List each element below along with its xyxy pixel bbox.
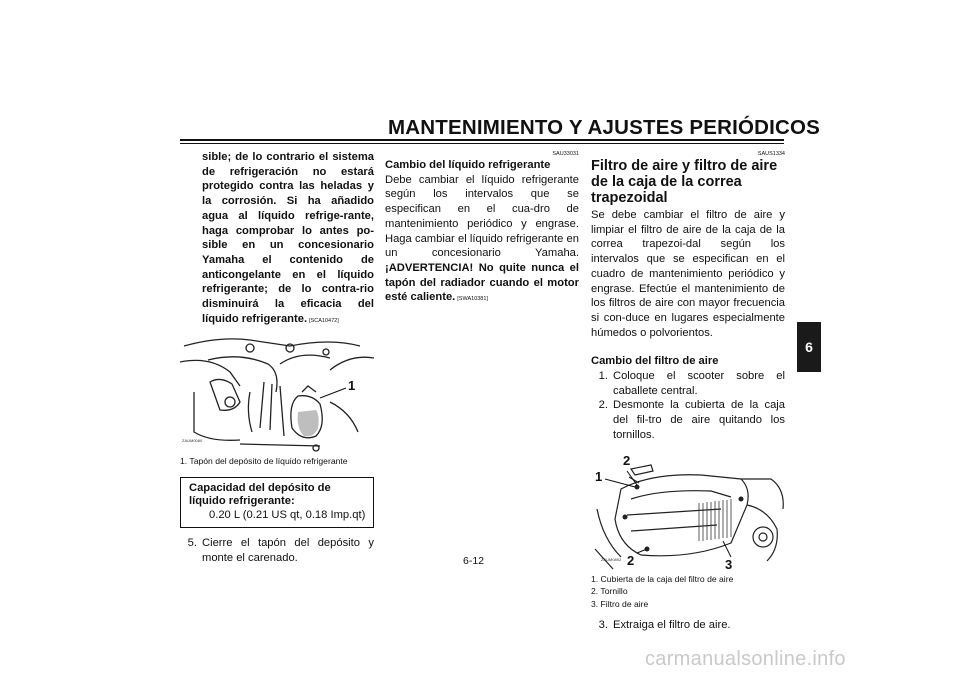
step-text: Cierre el tapón del depósito y monte el carenado.	[202, 537, 374, 565]
step-text: Extraiga el filtro de aire.	[613, 619, 731, 632]
figure-callout: 2	[627, 552, 635, 568]
spec-value: 0.20 L (0.21 US qt, 0.18 Imp.qt)	[209, 508, 366, 521]
warning-lead: ¡ADVERTENCIA!	[385, 261, 474, 274]
subsection-heading: Cambio del filtro de aire	[591, 355, 719, 368]
column-left	[180, 150, 374, 566]
step-number: 3.	[598, 619, 608, 632]
section-code: SAUS1334	[757, 151, 785, 157]
figure-callout: 2	[623, 452, 631, 468]
section-code: SAU33031	[552, 151, 579, 157]
air-filter-illustration	[591, 449, 785, 573]
coolant-reservoir-illustration	[180, 332, 374, 456]
step-item	[591, 369, 785, 398]
figure-callout: 3	[725, 556, 733, 572]
spec-title: Capacidad del depósito de líquido refrigerante:	[189, 481, 331, 508]
step-number: 1.	[598, 370, 608, 383]
figure-caption: 2. Tornillo	[591, 586, 628, 597]
page-header-title: MANTENIMIENTO Y AJUSTES PERIÓDICOS	[388, 116, 821, 139]
coolant-reservoir-figure	[180, 332, 374, 456]
section-body: Debe cambiar el líquido refrigerante según los intervalos que se especifican en el cua-dro de mantenimiento periódico y engrase. Haga cambiar el líquido refrigerante en un concesionario Yamaha. ¡ADVERTENCIA! No quite nunca el tapón del radiador cuando el motor esté caliente. [SWA10381]	[385, 173, 579, 304]
column-middle	[385, 150, 579, 307]
step-number: 5.	[187, 537, 197, 550]
step-item	[591, 398, 785, 442]
step-item	[591, 618, 785, 633]
section-title: Filtro de aire y filtro de aire de la caja de la correa trapezoidal	[591, 158, 778, 206]
watermark: carmanualsonline.info	[645, 648, 846, 670]
figure-callout: 1	[348, 378, 356, 394]
figure-code: ZAUM0892	[601, 556, 622, 562]
warning-code: [SWA10381]	[457, 296, 488, 303]
figure-callout: 1	[595, 468, 603, 484]
header-rule-thin	[180, 143, 784, 144]
warning-body: No quite nunca el tapón del radiador cuando el motor esté caliente.	[385, 261, 579, 304]
chapter-tab: 6	[797, 322, 821, 372]
air-filter-figure	[591, 449, 785, 573]
page-number: 6-12	[463, 555, 485, 567]
step-text: Desmonte la cubierta de la caja del fil-tro de aire quitando los tornillos.	[613, 399, 785, 441]
coolant-capacity-spec-box	[180, 477, 374, 529]
step-number: 2.	[598, 399, 608, 412]
coolant-caution-text: sible; de lo contrario el sistema de refrigeración no estará protegido contra las heladas y la corrosión. Si ha añadido agua al líquido refrige-rante, haga comprobar lo antes po-sible en un concesionario Yamaha el contenido de anticongelante en el líquido refrigerante; de lo contra-rio disminuirá la eficacia del líquido refrigerante. [SCA10472]	[202, 151, 374, 325]
section-heading: Cambio del líquido refrigerante	[385, 159, 551, 171]
step-text: Coloque el scooter sobre el caballete central.	[613, 370, 785, 397]
step-item	[180, 536, 374, 565]
column-right	[591, 150, 785, 633]
figure-code: ZAUM0080	[182, 438, 203, 444]
section-body: Se debe cambiar el filtro de aire y limpiar el filtro de aire de la caja de la correa trapezoi-dal según los intervalos que se especifican en el cuadro de mantenimiento periódico y engrase. Efectúe el mantenimiento de los filtros de aire con mayor frecuencia si con-duce en lugares especialmente húmedos o polvorientos.	[591, 209, 785, 339]
figure-caption: 3. Filtro de aire	[591, 598, 649, 609]
figure-caption: 1. Tapón del depósito de líquido refrigerante	[180, 456, 348, 467]
figure-caption: 1. Cubierta de la caja del filtro de aire	[591, 573, 734, 584]
caution-code: [SCA10472]	[309, 317, 339, 324]
header-rule	[180, 139, 784, 141]
